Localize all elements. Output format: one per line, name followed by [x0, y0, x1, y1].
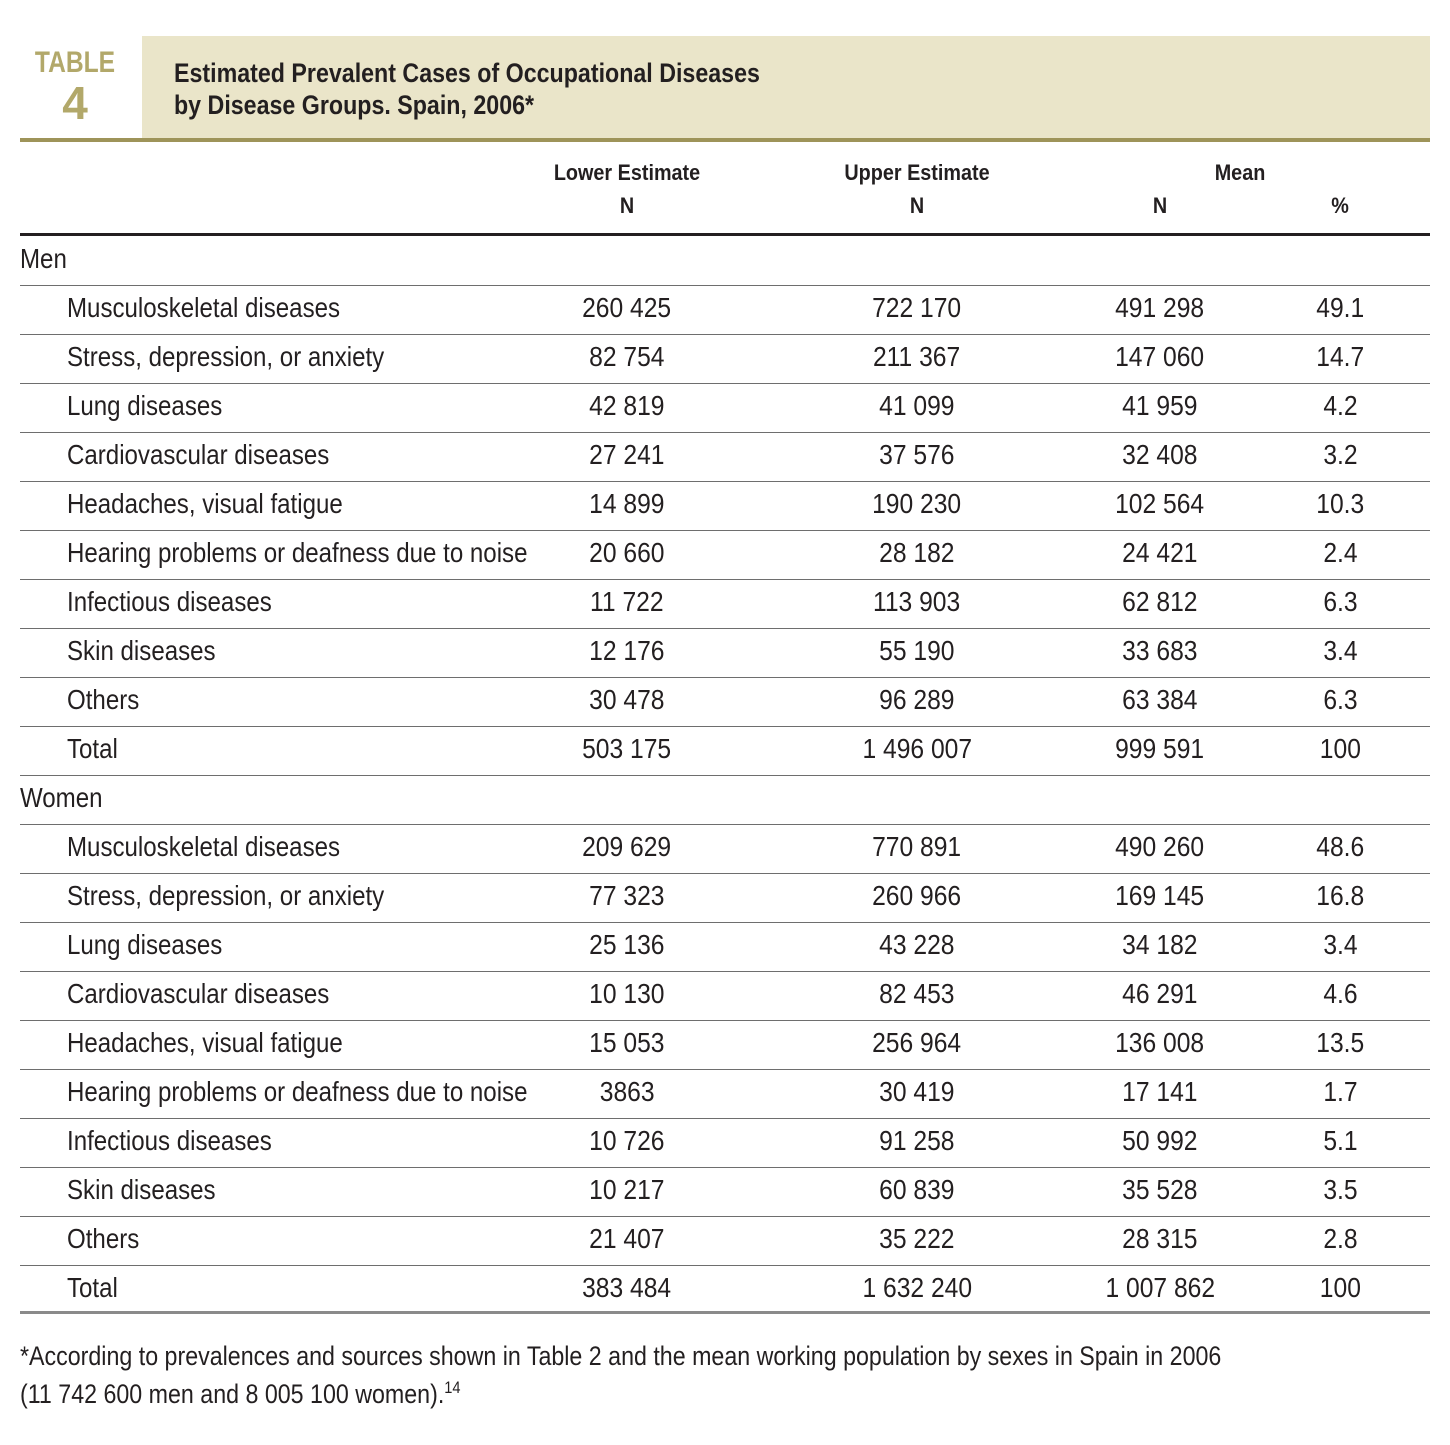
cell-lower-n-value: 12 176 — [589, 635, 665, 666]
cell-pct-value: 100 — [1319, 1272, 1361, 1303]
cell-mean-n-value: 62 812 — [1122, 586, 1198, 617]
cell-upper-n-value: 190 230 — [872, 488, 962, 519]
footnote — [20, 1340, 1221, 1410]
cell-lower-n-value: 25 136 — [589, 929, 665, 960]
table-header — [20, 36, 1430, 138]
row-label: Others — [67, 1223, 140, 1254]
cell-pct — [1280, 1076, 1400, 1108]
cell-lower-n — [527, 586, 727, 618]
cell-mean-n — [1060, 929, 1260, 961]
cell-upper-n — [817, 488, 1017, 520]
cell-upper-n — [817, 1027, 1017, 1059]
cell-mean-n-value: 63 384 — [1122, 684, 1198, 715]
cell-upper-n-value: 1 496 007 — [862, 733, 972, 764]
cell-upper-n-value: 60 839 — [879, 1174, 955, 1205]
cell-upper-n — [817, 929, 1017, 961]
cell-pct — [1280, 684, 1400, 716]
cell-upper-n-value: 30 419 — [879, 1076, 955, 1107]
cell-pct-value: 1.7 — [1322, 1076, 1358, 1107]
title-band — [142, 36, 1430, 138]
cell-upper-n-value: 256 964 — [872, 1027, 962, 1058]
row-label: Stress, depression, or anxiety — [67, 341, 385, 372]
table-title-line-2: by Disease Groups. Spain, 2006* — [174, 90, 535, 120]
cell-upper-n — [817, 390, 1017, 422]
cell-upper-n-value: 91 258 — [879, 1125, 955, 1156]
cell-mean-n — [1060, 635, 1260, 667]
cell-upper-n-value: 37 576 — [879, 439, 955, 470]
cell-pct — [1280, 488, 1400, 520]
cell-pct — [1280, 1125, 1400, 1157]
cell-upper-n — [817, 733, 1017, 765]
cell-upper-n-value: 82 453 — [879, 978, 955, 1009]
cell-pct-value: 3.5 — [1322, 1174, 1358, 1205]
cell-upper-n-value: 722 170 — [872, 292, 962, 323]
table-row — [0, 530, 1450, 579]
cell-pct-value: 14.7 — [1316, 341, 1364, 372]
cell-pct — [1280, 439, 1400, 471]
table-label — [20, 36, 142, 138]
cell-mean-n — [1060, 1076, 1260, 1108]
cell-lower-n-value: 260 425 — [582, 292, 672, 323]
cell-lower-n — [527, 1272, 727, 1304]
row-label: Headaches, visual fatigue — [67, 1027, 343, 1058]
table-row — [0, 432, 1450, 481]
cell-mean-n-value: 147 060 — [1115, 341, 1205, 372]
cell-upper-n — [817, 439, 1017, 471]
table-row — [0, 1216, 1450, 1265]
table-row — [0, 383, 1450, 432]
cell-pct — [1280, 1174, 1400, 1206]
cell-upper-n — [817, 978, 1017, 1010]
table-row — [0, 481, 1450, 530]
row-label: Musculoskeletal diseases — [67, 292, 341, 323]
cell-pct-value: 4.2 — [1322, 390, 1358, 421]
cell-lower-n — [527, 635, 727, 667]
cell-pct — [1280, 341, 1400, 373]
cell-upper-n — [817, 831, 1017, 863]
cell-lower-n-value: 21 407 — [589, 1223, 665, 1254]
cell-lower-n-value: 209 629 — [582, 831, 672, 862]
cell-upper-n-value: 770 891 — [872, 831, 962, 862]
cell-pct — [1280, 1027, 1400, 1059]
cell-upper-n-value: 113 903 — [873, 586, 961, 617]
cell-mean-n-value: 102 564 — [1115, 488, 1205, 519]
cell-mean-n-value: 999 591 — [1115, 733, 1205, 764]
cell-mean-n-value: 32 408 — [1122, 439, 1198, 470]
cell-upper-n — [817, 292, 1017, 324]
row-label: Lung diseases — [67, 390, 223, 421]
table-row — [0, 824, 1450, 873]
cell-upper-n-value: 260 966 — [872, 880, 962, 911]
cell-mean-n — [1060, 831, 1260, 863]
footnote-line-2-text: (11 742 600 men and 8 005 100 women). — [20, 1379, 445, 1409]
cell-lower-n-value: 20 660 — [589, 537, 665, 568]
table-row — [0, 873, 1450, 922]
row-label: Skin diseases — [67, 1174, 216, 1205]
cell-lower-n — [527, 929, 727, 961]
table-row — [0, 285, 1450, 334]
cell-lower-n — [527, 537, 727, 569]
cell-pct — [1280, 1272, 1400, 1304]
cell-mean-n-value: 490 260 — [1115, 831, 1205, 862]
column-header-upper: Upper Estimate — [844, 160, 990, 185]
cell-upper-n — [817, 1223, 1017, 1255]
cell-lower-n — [527, 1125, 727, 1157]
row-label: Infectious diseases — [67, 1125, 272, 1156]
cell-lower-n — [527, 1076, 727, 1108]
cell-lower-n-value: 42 819 — [589, 390, 665, 421]
row-label: Hearing problems or deafness due to noise — [67, 1076, 528, 1107]
table-row — [0, 726, 1450, 775]
cell-lower-n-value: 383 484 — [582, 1272, 672, 1303]
cell-mean-n-value: 41 959 — [1122, 390, 1198, 421]
cell-pct-value: 3.4 — [1322, 635, 1358, 666]
table-row — [0, 1118, 1450, 1167]
row-label: Stress, depression, or anxiety — [67, 880, 385, 911]
cell-mean-n-value: 34 182 — [1122, 929, 1198, 960]
table-row — [0, 579, 1450, 628]
column-subheader-upper-n: N — [909, 193, 925, 218]
cell-lower-n — [527, 831, 727, 863]
cell-mean-n-value: 17 141 — [1122, 1076, 1198, 1107]
cell-lower-n-value: 10 217 — [589, 1174, 665, 1205]
cell-lower-n — [527, 488, 727, 520]
cell-upper-n-value: 43 228 — [879, 929, 955, 960]
cell-mean-n — [1060, 341, 1260, 373]
column-header-rule — [20, 233, 1430, 236]
cell-pct — [1280, 390, 1400, 422]
cell-upper-n — [817, 635, 1017, 667]
row-label: Cardiovascular diseases — [67, 439, 330, 470]
section-label: Women — [20, 782, 103, 813]
cell-pct — [1280, 586, 1400, 618]
cell-mean-n — [1060, 488, 1260, 520]
cell-mean-n-value: 24 421 — [1122, 537, 1198, 568]
column-header-mean: Mean — [1214, 160, 1266, 185]
cell-pct-value: 6.3 — [1322, 586, 1358, 617]
cell-pct-value: 49.1 — [1316, 292, 1364, 323]
cell-mean-n-value: 50 992 — [1122, 1125, 1198, 1156]
cell-mean-n — [1060, 978, 1260, 1010]
row-label: Total — [67, 1272, 118, 1303]
cell-upper-n — [817, 341, 1017, 373]
cell-lower-n-value: 15 053 — [589, 1027, 665, 1058]
table-row — [0, 922, 1450, 971]
row-label: Lung diseases — [67, 929, 223, 960]
cell-mean-n — [1060, 537, 1260, 569]
cell-mean-n-value: 136 008 — [1115, 1027, 1205, 1058]
cell-upper-n — [817, 1076, 1017, 1108]
cell-pct-value: 4.6 — [1322, 978, 1358, 1009]
table-row — [0, 1020, 1450, 1069]
column-header-lower: Lower Estimate — [553, 160, 701, 185]
table-row — [0, 1265, 1450, 1314]
row-label: Total — [67, 733, 118, 764]
cell-pct-value: 16.8 — [1316, 880, 1364, 911]
cell-mean-n-value: 28 315 — [1122, 1223, 1198, 1254]
row-label: Others — [67, 684, 140, 715]
cell-pct-value: 3.2 — [1322, 439, 1358, 470]
cell-upper-n — [817, 1125, 1017, 1157]
cell-pct — [1280, 880, 1400, 912]
cell-lower-n-value: 10 130 — [589, 978, 665, 1009]
cell-lower-n — [527, 439, 727, 471]
cell-upper-n — [817, 537, 1017, 569]
column-subheader-lower-n: N — [619, 193, 635, 218]
table-row — [0, 1069, 1450, 1118]
cell-lower-n — [527, 1223, 727, 1255]
cell-pct-value: 5.1 — [1322, 1125, 1358, 1156]
section-label: Men — [20, 243, 67, 274]
header-rule — [20, 138, 1430, 142]
cell-lower-n — [527, 684, 727, 716]
cell-lower-n-value: 27 241 — [589, 439, 665, 470]
cell-mean-n-value: 35 528 — [1122, 1174, 1198, 1205]
cell-upper-n-value: 28 182 — [879, 537, 955, 568]
cell-pct-value: 100 — [1319, 733, 1361, 764]
cell-upper-n — [817, 684, 1017, 716]
cell-lower-n — [527, 292, 727, 324]
cell-upper-n — [817, 880, 1017, 912]
cell-mean-n — [1060, 390, 1260, 422]
cell-pct — [1280, 537, 1400, 569]
row-label: Musculoskeletal diseases — [67, 831, 341, 862]
cell-mean-n-value: 46 291 — [1122, 978, 1198, 1009]
cell-pct-value: 3.4 — [1322, 929, 1358, 960]
cell-lower-n — [527, 978, 727, 1010]
cell-pct-value: 13.5 — [1316, 1027, 1364, 1058]
cell-lower-n — [527, 341, 727, 373]
cell-upper-n — [817, 1272, 1017, 1304]
cell-mean-n-value: 1 007 862 — [1105, 1272, 1215, 1303]
cell-mean-n — [1060, 733, 1260, 765]
cell-lower-n-value: 10 726 — [589, 1125, 665, 1156]
row-label: Headaches, visual fatigue — [67, 488, 343, 519]
cell-lower-n-value: 14 899 — [589, 488, 665, 519]
table-bottom-rule — [20, 1311, 1430, 1314]
row-label: Cardiovascular diseases — [67, 978, 330, 1009]
table-row — [0, 334, 1450, 383]
column-subheader-mean-n: N — [1152, 193, 1168, 218]
table-row — [0, 971, 1450, 1020]
table-row — [0, 1167, 1450, 1216]
cell-pct-value: 6.3 — [1322, 684, 1358, 715]
column-subheader-pct: % — [1331, 193, 1349, 218]
cell-pct — [1280, 733, 1400, 765]
cell-mean-n — [1060, 880, 1260, 912]
table-label-number: 4 — [62, 77, 88, 129]
cell-pct — [1280, 929, 1400, 961]
footnote-reference: 14 — [444, 1378, 461, 1397]
cell-mean-n — [1060, 292, 1260, 324]
cell-pct-value: 2.4 — [1322, 537, 1358, 568]
cell-mean-n — [1060, 1272, 1260, 1304]
cell-mean-n — [1060, 586, 1260, 618]
cell-upper-n-value: 211 367 — [873, 341, 961, 372]
cell-lower-n — [527, 880, 727, 912]
cell-mean-n-value: 169 145 — [1115, 880, 1205, 911]
cell-mean-n — [1060, 1174, 1260, 1206]
cell-lower-n — [527, 1027, 727, 1059]
table-row — [0, 628, 1450, 677]
cell-pct — [1280, 635, 1400, 667]
footnote-line-1: *According to prevalences and sources shown in Table 2 and the mean working population by sexes in Spain in 2006 — [20, 1341, 1222, 1371]
cell-upper-n-value: 96 289 — [879, 684, 955, 715]
cell-mean-n — [1060, 439, 1260, 471]
cell-lower-n-value: 3863 — [599, 1076, 655, 1107]
cell-lower-n — [527, 390, 727, 422]
cell-lower-n-value: 11 722 — [590, 586, 664, 617]
row-label: Skin diseases — [67, 635, 216, 666]
cell-upper-n — [817, 1174, 1017, 1206]
cell-upper-n-value: 41 099 — [879, 390, 955, 421]
cell-lower-n — [527, 733, 727, 765]
cell-pct-value: 2.8 — [1322, 1223, 1358, 1254]
cell-lower-n-value: 77 323 — [589, 880, 665, 911]
cell-pct-value: 10.3 — [1316, 488, 1364, 519]
cell-pct — [1280, 292, 1400, 324]
cell-mean-n — [1060, 1027, 1260, 1059]
cell-pct — [1280, 978, 1400, 1010]
cell-mean-n — [1060, 684, 1260, 716]
cell-mean-n — [1060, 1125, 1260, 1157]
cell-lower-n-value: 503 175 — [582, 733, 672, 764]
footnote-line-2 — [20, 1372, 1221, 1410]
cell-upper-n — [817, 586, 1017, 618]
row-label: Hearing problems or deafness due to noise — [67, 537, 528, 568]
cell-mean-n — [1060, 1223, 1260, 1255]
cell-lower-n-value: 30 478 — [589, 684, 665, 715]
cell-mean-n-value: 33 683 — [1122, 635, 1198, 666]
table-title-line-1: Estimated Prevalent Cases of Occupational Diseases — [174, 58, 760, 88]
cell-upper-n-value: 35 222 — [879, 1223, 955, 1254]
row-divider — [20, 775, 1430, 776]
cell-lower-n — [527, 1174, 727, 1206]
cell-mean-n-value: 491 298 — [1115, 292, 1205, 323]
cell-pct — [1280, 831, 1400, 863]
row-label: Infectious diseases — [67, 586, 272, 617]
table-label-word: TABLE — [34, 46, 116, 79]
table-row — [0, 677, 1450, 726]
cell-pct — [1280, 1223, 1400, 1255]
cell-lower-n-value: 82 754 — [589, 341, 665, 372]
cell-upper-n-value: 55 190 — [879, 635, 955, 666]
cell-pct-value: 48.6 — [1316, 831, 1364, 862]
cell-upper-n-value: 1 632 240 — [862, 1272, 972, 1303]
